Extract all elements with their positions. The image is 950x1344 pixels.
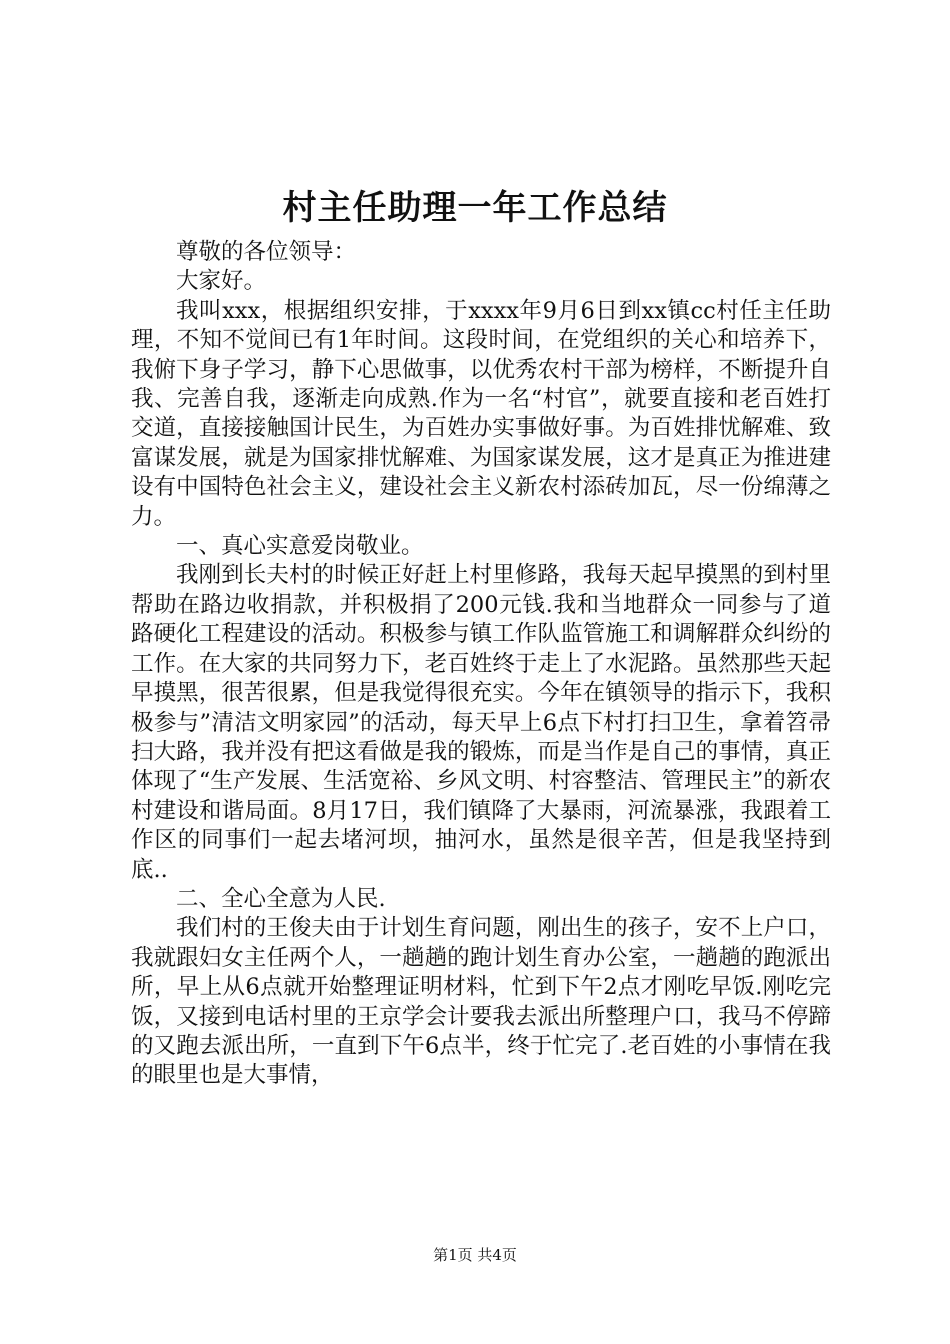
section-heading-1: 一、真心实意爱岗敬业。	[176, 533, 424, 560]
section-heading-2: 二、全心全意为人民.	[176, 885, 386, 912]
section-1-paragraph: 我刚到长夫村的时候正好赶上村里修路，我每天起早摸黑的到村里帮助在路边收捐款，并积极捐了200元钱.我和当地群众一同参与了道路硬化工程建设的活动。积极参与镇工作队监管施工和调解群众纠纷的工作。在大家的共同努力下，老百姓终于走上了水泥路。虽然那些天起早摸黑，很苦很累，但是我觉得很充实。今年在镇领导的指示下，我积极参与”清洁文明家园”的活动，每天早上6点下村打扫卫生，拿着笤帚扫大路，我并没有把这看做是我的锻炼，而是当作是自己的事情，真正体现了“生产发展、生活宽裕、乡风文明、村容整洁、管理民主”的新农村建设和谐局面。8月17日，我们镇降了大暴雨，河流暴涨，我跟着工作区的同事们一起去堵河坝，抽河水，虽然是很辛苦，但是我坚持到底..	[131, 562, 831, 883]
document-body	[131, 238, 831, 1091]
section-2-paragraph: 我们村的王俊夫由于计划生育问题，刚出生的孩子，安不上户口，我就跟妇女主任两个人，一趟趟的跑计划生育办公室，一趟趟的跑派出所，早上从6点就开始整理证明材料，忙到下午2点才刚吃早饭.刚吃完饭，又接到电话村里的王京学会计要我去派出所整理户口，我马不停蹄的又跑去派出所，一直到下午6点半，终于忙完了.老百姓的小事情在我的眼里也是大事情，	[131, 915, 831, 1089]
greeting: 大家好。	[176, 268, 267, 295]
document-title: 村主任助理一年工作总结	[282, 188, 668, 228]
intro-paragraph: 我叫xxx，根据组织安排，于xxxx年9月6日到xx镇cc村任主任助理，不知不觉间已有1年时间。这段时间，在党组织的关心和培养下，我俯下身子学习，静下心思做事，以优秀农村干部为榜样，不断提升自我、完善自我，逐渐走向成熟.作为一名“村官”，就要直接和老百姓打交道，直接接触国计民生，为百姓办实事做好事。为百姓排忧解难、致富谋发展，就是为国家排忧解难、为国家谋发展，这才是真正为推进建设有中国特色社会主义，建设社会主义新农村添砖加瓦，尽一份绵薄之力。	[131, 297, 831, 530]
page-number: 第1页 共4页	[433, 1246, 517, 1264]
salutation: 尊敬的各位领导：	[176, 239, 357, 265]
